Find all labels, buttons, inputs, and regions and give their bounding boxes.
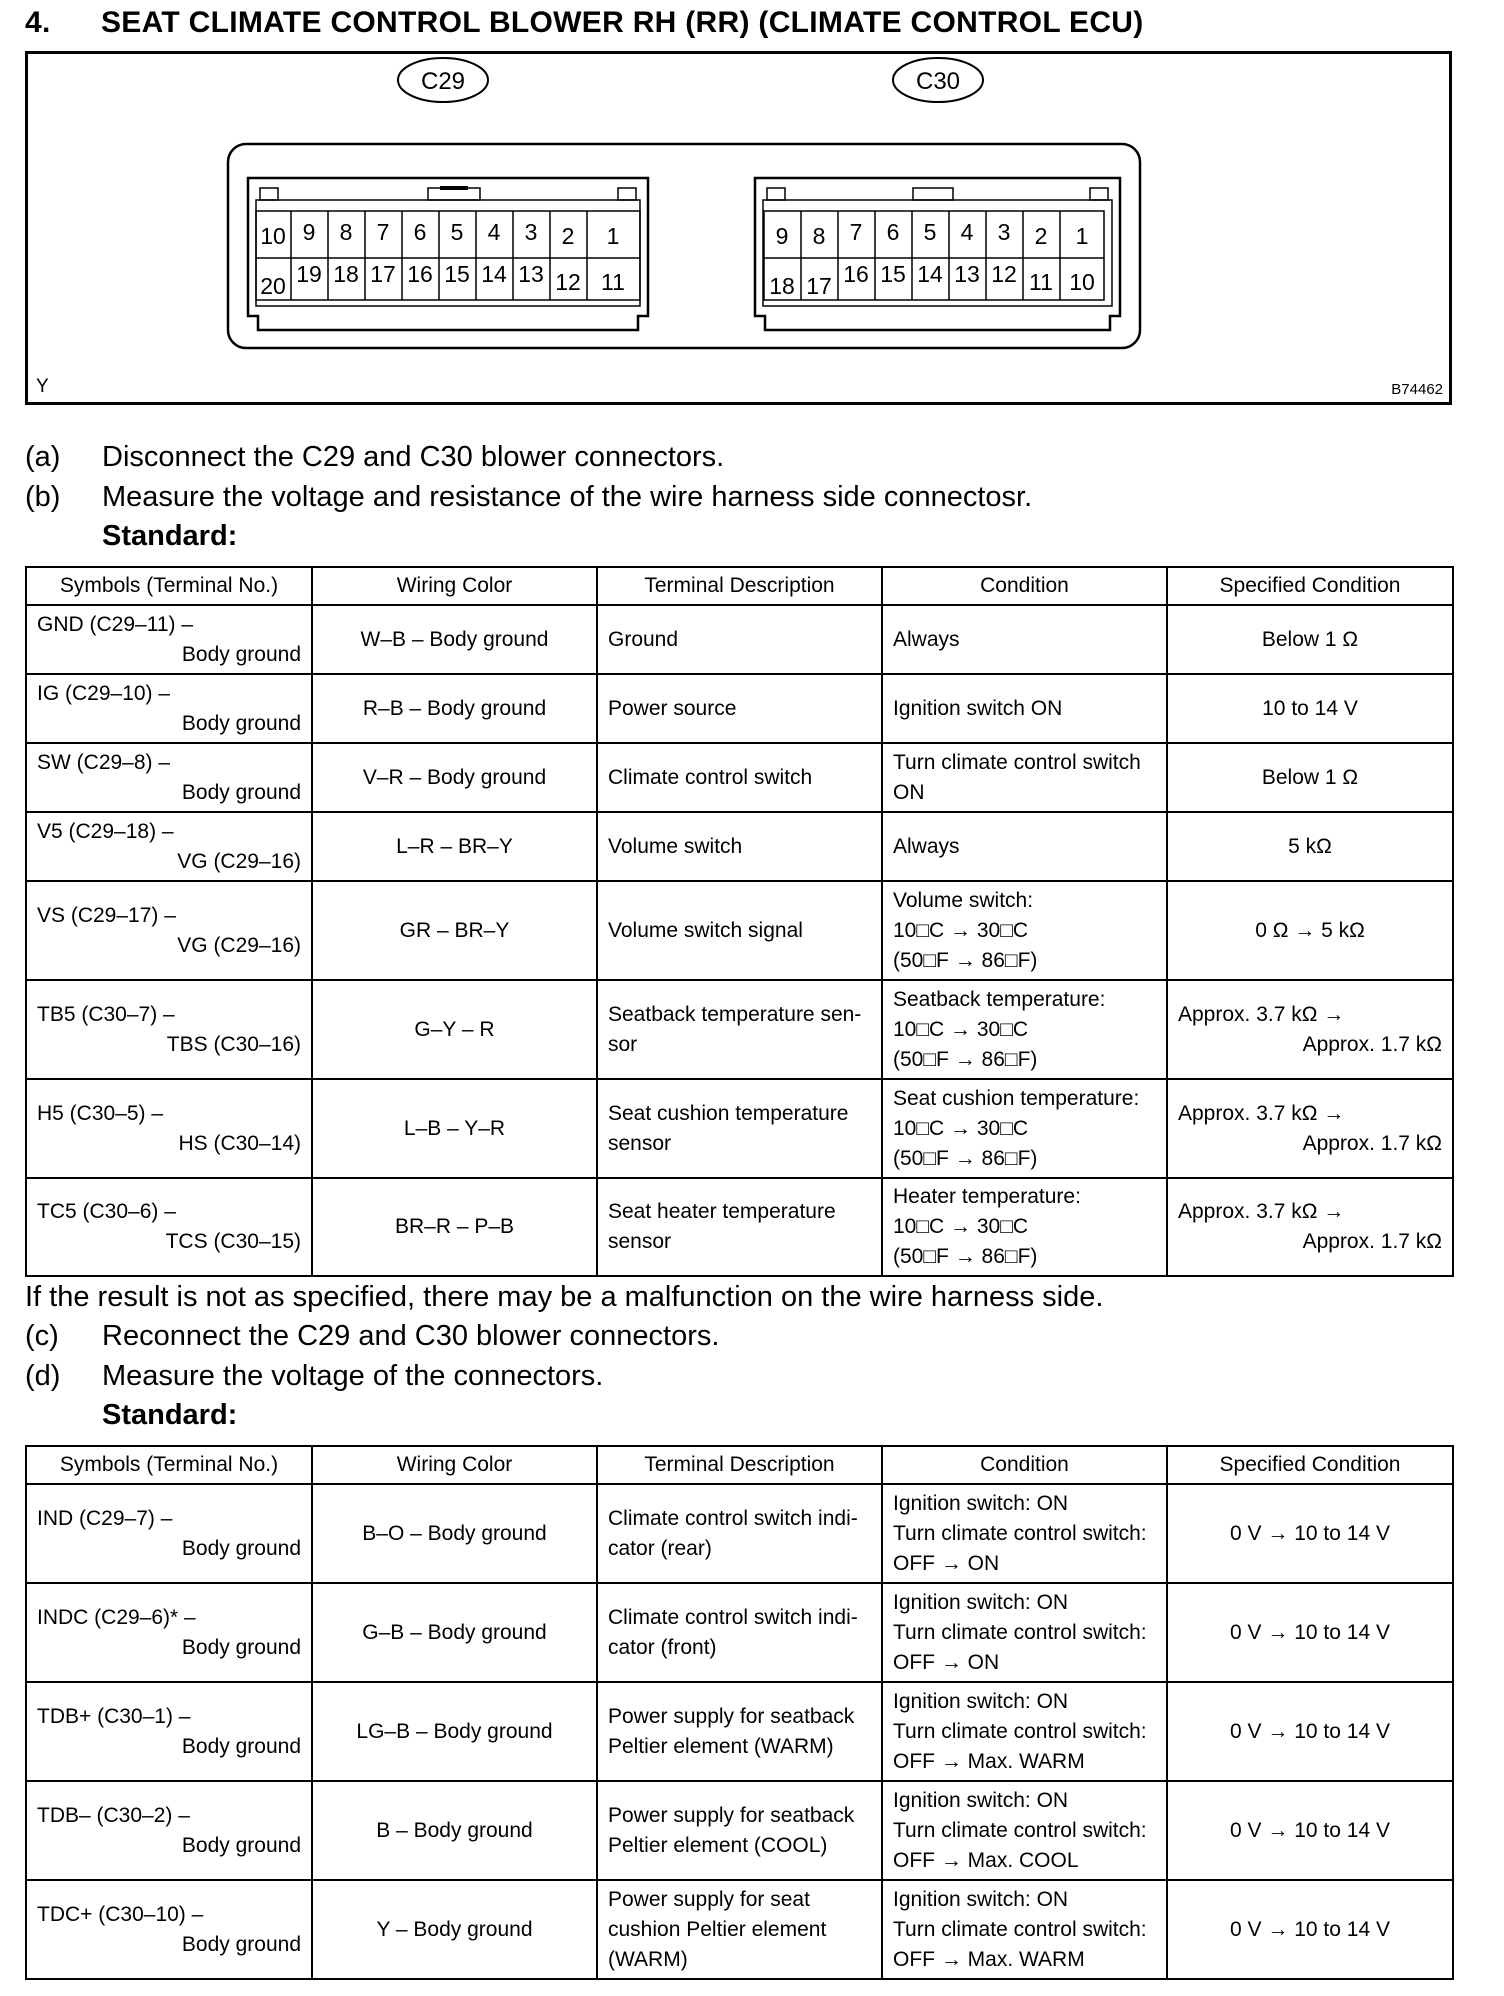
symbol-ground: Body ground — [181, 780, 301, 804]
step-b — [25, 481, 1032, 514]
symbols-cell — [26, 1484, 312, 1583]
connector-diagram — [28, 54, 1449, 402]
c29-label: C29 — [420, 68, 466, 95]
c29-pin: 10 — [260, 223, 286, 249]
specified-value: 0 V → 10 to 14 V — [1230, 1719, 1390, 1743]
c30-pin: 4 — [960, 219, 974, 245]
symbol-terminal: V5 (C29–18) – — [37, 819, 174, 843]
condition-line: (50□F → 86□F) — [893, 1245, 1038, 1268]
condition-line: Seatback temperature: — [893, 987, 1106, 1011]
condition-line: 10□C → 30□C — [893, 1017, 1029, 1041]
condition-line: Seat cushion temperature: — [893, 1086, 1140, 1110]
c30-pin: 7 — [849, 219, 863, 245]
description-cell — [597, 605, 882, 674]
specified-value: 0 V → 10 to 14 V — [1230, 1917, 1390, 1941]
step-b-text: Measure the voltage and resistance of the wire harness side connectosr. — [102, 481, 1033, 513]
symbols-cell — [26, 743, 312, 812]
condition-cell — [882, 1682, 1167, 1781]
specified-value: 5 kΩ — [1288, 834, 1332, 858]
symbols-cell — [26, 1178, 312, 1276]
table-row — [26, 1178, 1453, 1276]
wiring-cell: G–Y – R — [312, 980, 597, 1079]
col-condition: Condition — [882, 1446, 1167, 1484]
symbol-ground: TCS (C30–15) — [165, 1230, 301, 1253]
description-cell — [597, 1079, 882, 1178]
symbols-cell — [26, 1781, 312, 1880]
description-line: sensor — [608, 1230, 672, 1253]
condition-cell — [882, 1880, 1167, 1979]
symbols-cell — [26, 980, 312, 1079]
c29-pin: 15 — [444, 261, 470, 287]
specified-value: 0 Ω → 5 kΩ — [1255, 918, 1365, 942]
table-header-row — [26, 1446, 1453, 1484]
specified-to: Approx. 1.7 kΩ — [1302, 1032, 1442, 1056]
c30-pin: 16 — [843, 261, 869, 287]
wiring-cell: L–R – BR–Y — [312, 812, 597, 881]
c30-pin: 10 — [1069, 269, 1095, 295]
description-line: Climate control switch indi- — [608, 1605, 858, 1629]
c29-pin: 7 — [376, 219, 390, 245]
step-d-label: (d) — [25, 1360, 61, 1392]
condition-line: 10□C → 30□C — [893, 1215, 1029, 1238]
wiring-cell: GR – BR–Y — [312, 881, 597, 980]
specified-cell — [1167, 980, 1453, 1079]
description-line: Power supply for seatback — [608, 1803, 855, 1827]
col-wiring: Wiring Color — [312, 1446, 597, 1484]
specified-cell — [1167, 1484, 1453, 1583]
symbol-terminal: TDC+ (C30–10) – — [37, 1902, 204, 1926]
wiring-cell: B–O – Body ground — [312, 1484, 597, 1583]
symbol-terminal: TDB+ (C30–1) – — [37, 1704, 191, 1728]
specified-value: 0 V → 10 to 14 V — [1230, 1620, 1390, 1644]
c29-pin: 3 — [524, 219, 538, 245]
condition-line: Turn climate control switch: — [893, 1719, 1147, 1743]
standard-table-1 — [25, 566, 1454, 1277]
step-a-text: Disconnect the C29 and C30 blower connectors. — [102, 441, 725, 473]
condition-line: OFF → ON — [893, 1551, 1000, 1575]
c30-pin: 1 — [1075, 223, 1089, 249]
description-line: Ground — [608, 627, 679, 651]
step-c-text: Reconnect the C29 and C30 blower connectors. — [102, 1320, 720, 1352]
condition-line: Always — [893, 627, 960, 651]
c30-pin: 14 — [917, 261, 943, 287]
condition-line: Ignition switch: ON — [893, 1788, 1069, 1812]
c29-pin: 18 — [333, 261, 359, 287]
symbol-terminal: INDC (C29–6)* – — [37, 1605, 196, 1629]
c29-pin: 9 — [302, 219, 316, 245]
c30-pin: 17 — [806, 273, 832, 299]
c29-pin: 1 — [606, 223, 620, 249]
c29-pin: 12 — [555, 269, 581, 295]
c29-pin: 8 — [339, 219, 353, 245]
specified-cell — [1167, 1583, 1453, 1682]
symbol-terminal: H5 (C30–5) – — [37, 1101, 164, 1125]
condition-line: OFF → Max. COOL — [893, 1848, 1079, 1872]
c29-connector — [248, 178, 648, 330]
symbols-cell — [26, 1682, 312, 1781]
wiring-cell: R–B – Body ground — [312, 674, 597, 743]
symbol-terminal: VS (C29–17) – — [37, 903, 176, 927]
symbol-terminal: GND (C29–11) – — [37, 612, 194, 636]
table-row — [26, 1079, 1453, 1178]
description-line: Power supply for seatback — [608, 1704, 855, 1728]
condition-line: ON — [893, 780, 925, 804]
c29-pin: 19 — [296, 261, 322, 287]
wiring-cell: Y – Body ground — [312, 1880, 597, 1979]
description-line: Volume switch — [608, 834, 743, 858]
standard-label-1: Standard: — [102, 520, 238, 552]
description-cell — [597, 1583, 882, 1682]
condition-line: Turn climate control switch: — [893, 1620, 1147, 1644]
section-heading — [25, 6, 1144, 40]
c30-label: C30 — [915, 68, 961, 95]
condition-line: OFF → ON — [893, 1650, 1000, 1674]
condition-cell — [882, 1484, 1167, 1583]
symbols-cell — [26, 605, 312, 674]
col-description: Terminal Description — [597, 567, 882, 605]
condition-line: (50□F → 86□F) — [893, 948, 1038, 972]
condition-cell — [882, 605, 1167, 674]
condition-line: 10□C → 30□C — [893, 1116, 1029, 1140]
description-cell — [597, 881, 882, 980]
description-line: cator (rear) — [608, 1536, 712, 1560]
condition-line: OFF → Max. WARM — [893, 1947, 1085, 1971]
condition-line: OFF → Max. WARM — [893, 1749, 1085, 1773]
c29-pin: 13 — [518, 261, 544, 287]
symbol-ground: Body ground — [181, 1536, 301, 1560]
description-cell — [597, 674, 882, 743]
condition-cell — [882, 881, 1167, 980]
c30-pin: 5 — [923, 219, 937, 245]
description-line: Climate control switch — [608, 765, 813, 789]
symbol-ground: Body ground — [181, 711, 301, 735]
symbol-terminal: TC5 (C30–6) – — [37, 1200, 176, 1223]
c30-connector — [755, 178, 1120, 330]
c29-pin: 2 — [561, 223, 575, 249]
condition-line: Turn climate control switch: — [893, 1521, 1147, 1545]
table-header-row — [26, 567, 1453, 605]
wiring-cell: BR–R – P–B — [312, 1178, 597, 1276]
wiring-cell: B – Body ground — [312, 1781, 597, 1880]
description-cell — [597, 812, 882, 881]
symbols-cell — [26, 674, 312, 743]
symbol-ground: Body ground — [181, 1833, 301, 1857]
c29-pin: 11 — [601, 269, 625, 295]
c30-pin: 13 — [954, 261, 980, 287]
condition-line: Turn climate control switch: — [893, 1818, 1147, 1842]
table-row — [26, 605, 1453, 674]
symbols-cell — [26, 1880, 312, 1979]
c29-pin: 14 — [481, 261, 507, 287]
description-line: cator (front) — [608, 1635, 717, 1659]
c30-pin: 12 — [991, 261, 1017, 287]
specified-cell — [1167, 881, 1453, 980]
c29-pin: 4 — [487, 219, 501, 245]
note-text: If the result is not as specified, there may be a malfunction on the wire harness side. — [25, 1281, 1104, 1313]
specified-value: 0 V → 10 to 14 V — [1230, 1521, 1390, 1545]
symbols-cell — [26, 1583, 312, 1682]
description-line: Power source — [608, 696, 737, 720]
description-line: Climate control switch indi- — [608, 1506, 858, 1530]
specified-cell — [1167, 743, 1453, 812]
table-row — [26, 812, 1453, 881]
description-cell — [597, 1880, 882, 1979]
table-row — [26, 1484, 1453, 1583]
specified-cell — [1167, 1781, 1453, 1880]
symbol-ground: VG (C29–16) — [177, 849, 301, 873]
condition-cell — [882, 674, 1167, 743]
table-row — [26, 1682, 1453, 1781]
col-description: Terminal Description — [597, 1446, 882, 1484]
condition-line: Turn climate control switch — [893, 750, 1141, 774]
c30-pin: 15 — [880, 261, 906, 287]
specified-to: Approx. 1.7 kΩ — [1302, 1131, 1442, 1155]
specified-value: 10 to 14 V — [1262, 696, 1358, 720]
c29-pin: 17 — [370, 261, 396, 287]
c29-pin: 5 — [450, 219, 464, 245]
description-cell — [597, 743, 882, 812]
c29-pin-numbers — [260, 219, 625, 299]
symbol-terminal: TDB– (C30–2) – — [37, 1803, 190, 1827]
condition-cell — [882, 1781, 1167, 1880]
condition-cell — [882, 1178, 1167, 1276]
symbol-ground: Body ground — [181, 642, 301, 666]
condition-line: Ignition switch: ON — [893, 1491, 1069, 1515]
step-b-label: (b) — [25, 481, 61, 513]
condition-cell — [882, 812, 1167, 881]
table-row — [26, 1781, 1453, 1880]
specified-cell — [1167, 1682, 1453, 1781]
table-row — [26, 980, 1453, 1079]
col-specified: Specified Condition — [1167, 1446, 1453, 1484]
table-row — [26, 674, 1453, 743]
specified-from: Approx. 3.7 kΩ → — [1178, 1200, 1345, 1223]
description-line: Seat heater temperature — [608, 1200, 836, 1223]
step-d — [25, 1360, 603, 1393]
description-line: Volume switch signal — [608, 918, 803, 942]
description-cell — [597, 1682, 882, 1781]
specified-from: Approx. 3.7 kΩ → — [1178, 1002, 1345, 1026]
description-cell — [597, 1178, 882, 1276]
description-line: Peltier element (COOL) — [608, 1833, 828, 1857]
specified-to: Approx. 1.7 kΩ — [1302, 1230, 1442, 1253]
col-wiring: Wiring Color — [312, 567, 597, 605]
standard-table-2 — [25, 1445, 1454, 1980]
condition-cell — [882, 743, 1167, 812]
wiring-cell: G–B – Body ground — [312, 1583, 597, 1682]
step-c — [25, 1320, 719, 1353]
description-cell — [597, 1781, 882, 1880]
c30-pin: 2 — [1034, 223, 1048, 249]
symbol-ground: Body ground — [181, 1932, 301, 1956]
condition-line: Ignition switch: ON — [893, 1887, 1069, 1911]
section-number: 4. — [25, 6, 51, 39]
condition-line: Always — [893, 834, 960, 858]
wiring-cell: LG–B – Body ground — [312, 1682, 597, 1781]
description-line: Seat cushion temperature — [608, 1101, 849, 1125]
symbol-terminal: SW (C29–8) – — [37, 750, 171, 774]
description-line: cushion Peltier element — [608, 1917, 827, 1941]
description-line: Peltier element (WARM) — [608, 1734, 834, 1758]
description-cell — [597, 980, 882, 1079]
symbol-ground: Body ground — [181, 1734, 301, 1758]
condition-cell — [882, 1583, 1167, 1682]
c30-pin: 3 — [997, 219, 1011, 245]
symbols-cell — [26, 1079, 312, 1178]
condition-line: Heater temperature: — [893, 1185, 1081, 1208]
symbols-cell — [26, 881, 312, 980]
specified-value: 0 V → 10 to 14 V — [1230, 1818, 1390, 1842]
c30-pin-numbers — [769, 219, 1095, 299]
table-row — [26, 743, 1453, 812]
col-condition: Condition — [882, 567, 1167, 605]
c30-pin: 11 — [1029, 269, 1053, 295]
c30-pin: 6 — [886, 219, 900, 245]
specified-cell — [1167, 1178, 1453, 1276]
description-cell — [597, 1484, 882, 1583]
specified-value: Below 1 Ω — [1261, 765, 1359, 789]
specified-cell — [1167, 1079, 1453, 1178]
connector-figure — [25, 51, 1452, 405]
condition-cell — [882, 1079, 1167, 1178]
condition-cell — [882, 980, 1167, 1079]
description-line: Seatback temperature sen- — [608, 1002, 862, 1026]
c29-pin: 20 — [260, 273, 286, 299]
c30-pin: 9 — [775, 223, 789, 249]
figure-label-left: Y — [36, 376, 49, 397]
symbol-terminal: IG (C29–10) – — [37, 681, 171, 705]
symbol-ground: Body ground — [181, 1635, 301, 1659]
section-title: SEAT CLIMATE CONTROL BLOWER RH (RR) (CLIMATE CONTROL ECU) — [101, 6, 1144, 39]
condition-line: Ignition switch: ON — [893, 1689, 1069, 1713]
specified-cell — [1167, 1880, 1453, 1979]
symbol-ground: VG (C29–16) — [177, 933, 301, 957]
symbols-cell — [26, 812, 312, 881]
condition-line: Volume switch: — [893, 888, 1034, 912]
description-line: Power supply for seat — [608, 1887, 810, 1911]
step-a — [25, 441, 724, 474]
col-specified: Specified Condition — [1167, 567, 1453, 605]
c29-pin: 16 — [407, 261, 433, 287]
c30-pin: 8 — [812, 223, 826, 249]
col-symbols: Symbols (Terminal No.) — [26, 1446, 312, 1484]
wiring-cell: W–B – Body ground — [312, 605, 597, 674]
specified-cell — [1167, 812, 1453, 881]
condition-line: (50□F → 86□F) — [893, 1146, 1038, 1170]
condition-line: Turn climate control switch: — [893, 1917, 1147, 1941]
table-row — [26, 1880, 1453, 1979]
condition-line: Ignition switch ON — [893, 696, 1063, 720]
figure-code: B74462 — [1391, 381, 1443, 398]
symbol-terminal: IND (C29–7) – — [37, 1506, 173, 1530]
condition-line: 10□C → 30□C — [893, 918, 1029, 942]
wiring-cell: V–R – Body ground — [312, 743, 597, 812]
standard-label-2: Standard: — [102, 1399, 238, 1431]
table-row — [26, 1583, 1453, 1682]
specified-cell — [1167, 605, 1453, 674]
step-a-label: (a) — [25, 441, 61, 473]
symbol-terminal: TB5 (C30–7) – — [37, 1002, 175, 1026]
c30-pin: 18 — [769, 273, 795, 299]
step-d-text: Measure the voltage of the connectors. — [102, 1360, 604, 1392]
wiring-cell: L–B – Y–R — [312, 1079, 597, 1178]
symbol-ground: HS (C30–14) — [178, 1131, 301, 1155]
symbol-ground: TBS (C30–16) — [166, 1032, 301, 1056]
description-line: sensor — [608, 1131, 672, 1155]
condition-line: Ignition switch: ON — [893, 1590, 1069, 1614]
specified-cell — [1167, 674, 1453, 743]
condition-line: (50□F → 86□F) — [893, 1047, 1038, 1071]
description-line: (WARM) — [608, 1947, 688, 1971]
table-row — [26, 881, 1453, 980]
col-symbols: Symbols (Terminal No.) — [26, 567, 312, 605]
step-c-label: (c) — [25, 1320, 59, 1352]
description-line: sor — [608, 1032, 638, 1056]
c29-pin: 6 — [413, 219, 427, 245]
specified-from: Approx. 3.7 kΩ → — [1178, 1101, 1345, 1125]
specified-value: Below 1 Ω — [1261, 627, 1359, 651]
